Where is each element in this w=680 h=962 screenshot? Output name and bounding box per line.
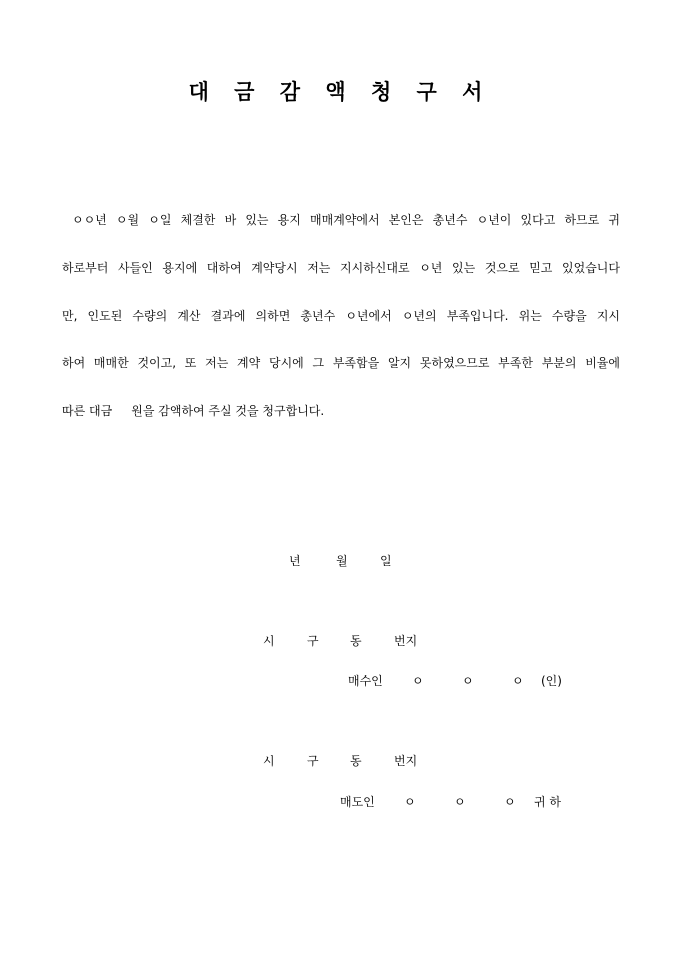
buyer-role-label: 매수인 — [348, 674, 383, 688]
body-line-5: 따른 대금 원을 감액하여 주실 것을 청구합니다. — [62, 404, 325, 418]
seller-name-mark-2: ㅇ — [454, 795, 466, 809]
seller-address-dong: 동 — [350, 754, 362, 768]
buyer-name-mark-1: ㅇ — [412, 674, 424, 688]
body-line-3: 만, 인도된 수량의 계산 결과에 의하면 총년수 ㅇ년에서 ㅇ년의 부족입니다. 위는 수량을 지시 — [62, 309, 620, 323]
date-year-label: 년 — [289, 554, 301, 568]
seller-honorific: 귀 하 — [534, 795, 561, 809]
document-title: 대 금 감 액 청 구 서 — [188, 79, 492, 104]
date-day-label: 일 — [380, 554, 392, 568]
buyer-address-beonji: 번지 — [394, 634, 418, 648]
date-month-label: 월 — [336, 554, 348, 568]
buyer-address-dong: 동 — [350, 634, 362, 648]
seller-address-gu: 구 — [307, 754, 319, 768]
body-line-1: ㅇㅇ년 ㅇ월 ㅇ일 체결한 바 있는 용지 매매계약에서 본인은 총년수 ㅇ년이 있다고 하므로 귀 — [72, 213, 620, 227]
seller-name-mark-3: ㅇ — [504, 795, 516, 809]
buyer-address-si: 시 — [263, 634, 275, 648]
buyer-name-mark-2: ㅇ — [462, 674, 474, 688]
buyer-seal-mark: (인) — [541, 674, 562, 688]
body-line-2: 하로부터 사들인 용지에 대하여 계약당시 저는 지시하신대로 ㅇ년 있는 것으로 믿고 있었습니다 — [62, 261, 620, 275]
seller-role-label: 매도인 — [340, 795, 375, 809]
seller-address-si: 시 — [263, 754, 275, 768]
buyer-address-gu: 구 — [307, 634, 319, 648]
seller-name-mark-1: ㅇ — [404, 795, 416, 809]
buyer-name-mark-3: ㅇ — [512, 674, 524, 688]
body-line-4: 하여 매매한 것이고, 또 저는 계약 당시에 그 부족함을 알지 못하였으므로 부족한 부분의 비율에 — [62, 356, 620, 370]
seller-address-beonji: 번지 — [394, 754, 418, 768]
